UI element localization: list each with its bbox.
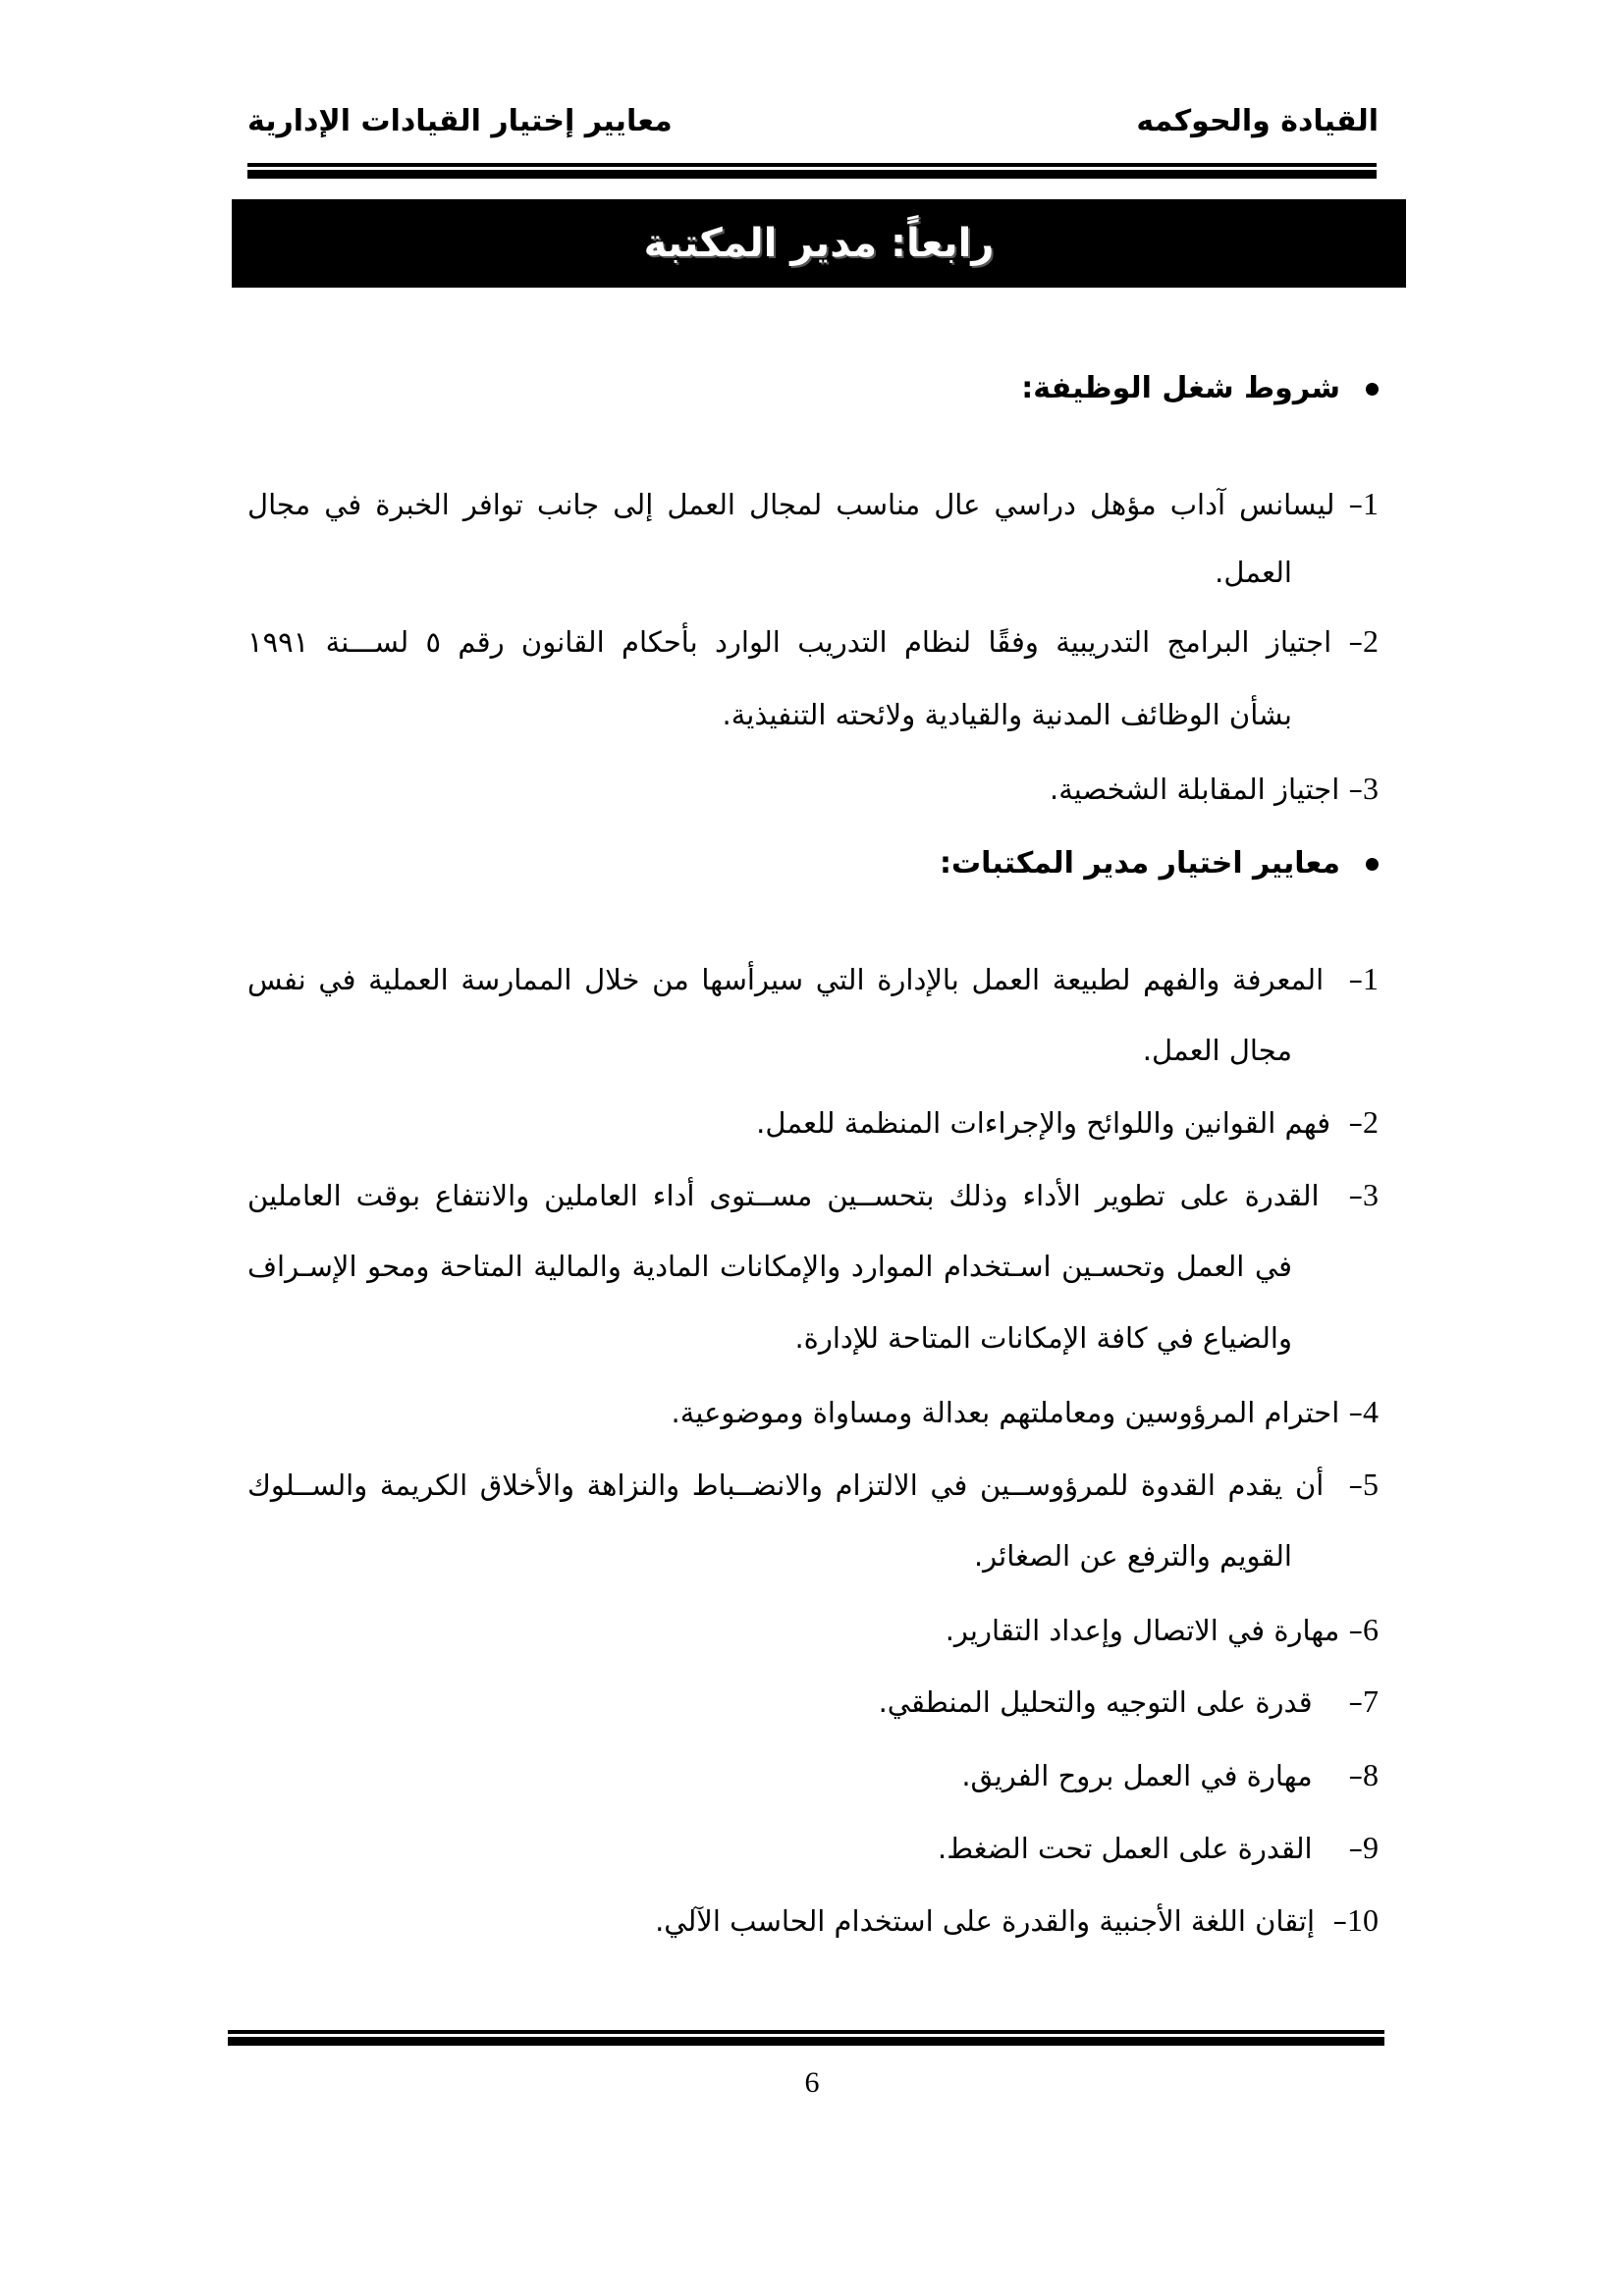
item-number: 3 (1363, 1177, 1380, 1212)
item-number: 4 (1363, 1394, 1379, 1429)
item-text: القدرة على العمل تحت الضغط. (938, 1832, 1313, 1865)
item-number: 8 (1363, 1757, 1379, 1792)
item-text: احترام المرؤوسين ومعاملتهم بعدالة ومساواة وموضوعية. (671, 1396, 1340, 1429)
item-text: المعرفة والفهم لطبيعة العمل بالإدارة التي سيرأسها من خلال الممارسة العملية في نفس (247, 963, 1325, 996)
s2-item1-line1: 1– المعرفة والفهم لطبيعة العمل بالإدارة التي سيرأسها من خلال الممارسة العملية في نفس (247, 961, 1379, 996)
item-number: 3 (1363, 771, 1379, 806)
s2-item4-line1: 4– احترام المرؤوسين ومعاملتهم بعدالة ومساواة وموضوعية. (671, 1394, 1379, 1429)
section1-heading-text: شروط شغل الوظيفة: (1021, 371, 1340, 405)
item-text: القدرة على تطوير الأداء وذلك بتحســين مســتوى أداء العاملين والانتفاع بوقت العاملين (247, 1179, 1320, 1212)
section-title: رابعاً: مدير المكتبة (643, 221, 995, 266)
header-rule-thin (247, 163, 1377, 167)
item-text: قدرة على التوجيه والتحليل المنطقي. (878, 1685, 1313, 1719)
s1-item3-line1: 3– اجتياز المقابلة الشخصية. (1049, 771, 1379, 806)
section2-heading (940, 846, 1379, 881)
s2-item3-line1: 3– القدرة على تطوير الأداء وذلك بتحســين مســتوى أداء العاملين والانتفاع بوقت العاملين (247, 1177, 1380, 1212)
item-number: 1 (1363, 961, 1379, 996)
item-number: 2 (1363, 1104, 1379, 1140)
footer-rule-thick (228, 2037, 1384, 2046)
bullet-icon (1366, 383, 1379, 396)
s2-item10-line1: 10– إتقان اللغة الأجنبية والقدرة على استخدام الحاسب الآلي. (655, 1902, 1379, 1938)
bullet-icon (1366, 858, 1379, 871)
s2-item3-line2: في العمل وتحسـين اسـتخدام الموارد والإمكانات المادية والمالية المتاحة ومحو الإسـراف (247, 1250, 1292, 1283)
item-number: 1 (1363, 486, 1380, 521)
header-rule-thick (247, 170, 1377, 179)
s1-item2-line2: بشأن الوظائف المدنية والقيادية ولائحته التنفيذية. (722, 698, 1292, 731)
s2-item8-line1: 8– مهارة في العمل بروح الفريق. (961, 1757, 1379, 1792)
footer-rule-thin (228, 2030, 1384, 2034)
item-text: مهارة في العمل بروح الفريق. (961, 1759, 1313, 1792)
page-number: 6 (804, 2066, 820, 2099)
s2-item9-line1: 9– القدرة على العمل تحت الضغط. (938, 1830, 1379, 1865)
s1-item1-line1: 1– ليسانس آداب مؤهل دراسي عال مناسب لمجال العمل إلى جانب توافر الخبرة في مجال (247, 486, 1380, 521)
item-text: إتقان اللغة الأجنبية والقدرة على استخدام الحاسب الآلي. (655, 1904, 1316, 1938)
item-number: 6 (1363, 1612, 1379, 1647)
s2-item5-line1: 5– أن يقدم القدوة للمرؤوســين في الالتزام والانضــباط والنزاهة والأخلاق الكريمة والســلوك (247, 1467, 1380, 1502)
s1-item2-line1: 2– اجتياز البرامج التدريبية وفقًا لنظام التدريب الوارد بأحكام القانون رقم ٥ لســـنة ١٩٩١ (247, 623, 1379, 659)
section2-heading-text: معايير اختيار مدير المكتبات: (939, 846, 1340, 881)
s2-item7-line1: 7– قدرة على التوجيه والتحليل المنطقي. (878, 1683, 1379, 1719)
s2-item6-line1: 6– مهارة في الاتصال وإعداد التقارير. (945, 1612, 1379, 1647)
item-text: اجتياز البرامج التدريبية وفقًا لنظام التدريب الوارد بأحكام القانون رقم ٥ لســـنة ١٩٩١ (247, 625, 1332, 659)
item-number: 7 (1363, 1683, 1379, 1719)
section1-heading (1021, 371, 1379, 405)
s1-item1-line2: العمل. (1215, 556, 1292, 589)
item-text: مهارة في الاتصال وإعداد التقارير. (945, 1614, 1340, 1647)
s2-item5-line2: القويم والترفع عن الصغائر. (973, 1539, 1292, 1573)
running-header-right: القيادة والحوكمه (1136, 104, 1379, 138)
section-title-box (232, 199, 1406, 288)
item-text: اجتياز المقابلة الشخصية. (1049, 773, 1340, 806)
s2-item1-line2: مجال العمل. (1142, 1034, 1292, 1067)
s2-item2-line1: 2– فهم القوانين واللوائح والإجراءات المنظمة للعمل. (756, 1104, 1379, 1140)
item-text: أن يقدم القدوة للمرؤوســين في الالتزام والانضــباط والنزاهة والأخلاق الكريمة والســلوك (247, 1468, 1325, 1502)
s2-item3-line3: والضياع في كافة الإمكانات المتاحة للإدارة. (794, 1321, 1292, 1355)
running-header-left: معايير إختيار القيادات الإدارية (247, 104, 673, 138)
item-text: فهم القوانين واللوائح والإجراءات المنظمة للعمل. (756, 1106, 1331, 1140)
item-number: 2 (1363, 623, 1379, 659)
item-number: 10 (1347, 1902, 1379, 1938)
item-text: ليسانس آداب مؤهل دراسي عال مناسب لمجال العمل إلى جانب توافر الخبرة في مجال (247, 488, 1335, 521)
item-number: 5 (1363, 1467, 1380, 1502)
item-number: 9 (1363, 1830, 1379, 1865)
